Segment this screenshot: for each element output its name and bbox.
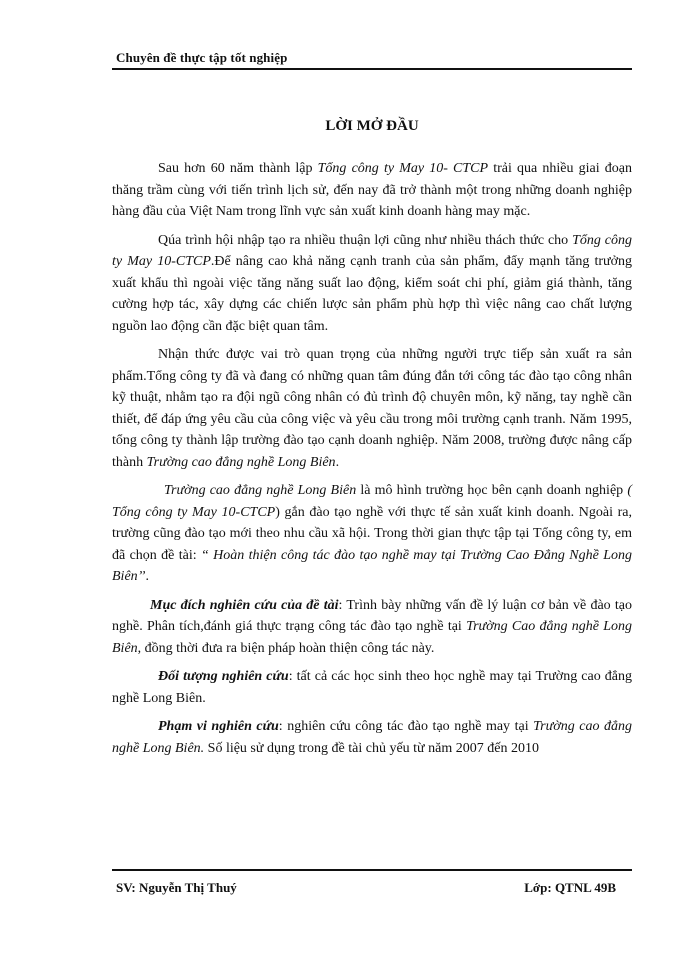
p7-label: Phạm vi nghiên cứu [158, 719, 279, 734]
p7-text-c: Số liệu sử dụng trong đề tài chủ yếu từ năm 2007 đến 2010 [204, 740, 539, 756]
p6-label: Đối tượng nghiên cứu [158, 669, 289, 684]
footer-rule [112, 869, 632, 871]
p1-company-name: Tổng công ty May 10- CTCP [317, 161, 489, 176]
p2-company-name: Tổng công ty May 10-CTCP [112, 232, 632, 269]
p4-text-d: ) gắn đào tạo nghề với thực tế sản xuất kinh doanh. Ngoài ra, trường cũng đào tạo mới theo nhu cầu xã hội. Trong thời gian thực tập tại Tổng công ty, em đã chọn đề tài: [112, 504, 632, 563]
p3-text-c: . [335, 454, 340, 470]
paragraph-subject [112, 666, 632, 709]
p4-text-f: . [145, 569, 149, 584]
paragraph-scope [112, 716, 632, 759]
paragraph-school [112, 480, 632, 588]
p2-text-a: Qúa trình hội nhập tạo ra nhiều thuận lợi cũng như nhiều thách thức cho [158, 232, 573, 248]
p7-text-a: : nghiên cứu công tác đào tạo nghề may tại [278, 719, 534, 734]
p4-school-name: Trường cao đẳng nghề Long Biên [164, 483, 357, 498]
p5-text-c: , đồng thời đưa ra biện pháp hoàn thiện công tác này. [137, 640, 435, 656]
footer-student: SV: Nguyễn Thị Thuý [116, 880, 237, 895]
p1-text-c: trải qua nhiều giai đoạn thăng trầm cùng với tiến trình lịch sử, đến nay đã trở thành một trong những doanh nghiệp hàng đầu của Việt Nam trong lĩnh vực sản xuất kinh doanh hàng may mặc. [112, 161, 633, 219]
p4-thesis-topic: “ Hoàn thiện công tác đào tạo nghề may tại Trường Cao Đẳng Nghề Long Biên’’ [112, 547, 632, 584]
header-rule [112, 68, 632, 70]
p2-text-c: .Để nâng cao khả năng cạnh tranh của sản phẩm, đẩy mạnh tăng trưởng xuất khẩu thì ngoài việc tăng năng suất lao động, kiểm soát chi phí, giảm giá thành, tăng cường hợp tác, xây dựng các chiến lược sản phẩm phù hợp thì việc nâng cao chất lượng nguồn lao động cần đặc biệt quan tâm. [112, 254, 633, 334]
p3-school-name: Trường cao đẳng nghề Long Biên [146, 454, 336, 470]
p3-text-a: Nhận thức được vai trò quan trọng của những người trực tiếp sản xuất ra sản phẩm.Tổng công ty đã và đang có những quan tâm đúng đắn tới công tác đào tạo công nhân kỹ thuật, nhằm tạo ra đội ngũ công nhân có đủ trình độ chuyên môn, kỹ năng, tay nghề cần thiết, để đáp ứng yêu cầu của công việc và yêu cầu trong môi trường cạnh tranh. Năm 1995, tổng công ty thành lập trường đào tạo cạnh doanh nghiệp. Năm 2008, trường được nâng cấp thành [112, 347, 632, 470]
p4-company-name: ( Tổng công ty May 10-CTCP [112, 483, 632, 520]
paragraph-awareness [112, 344, 632, 473]
paragraph-purpose [112, 595, 632, 660]
p5-school-name: Trường Cao đẳng nghề Long Biên [112, 619, 632, 656]
paragraph-intro [112, 158, 632, 223]
p5-text-a: : Trình bày những vấn đề lý luận cơ bản về đào tạo nghề. Phân tích,đánh giá thực trạng công tác đào tạo nghề tại [112, 597, 632, 634]
p6-text-a: : tất cả các học sinh theo học nghề may tại Trường cao đẳng nghề Long Biên. [112, 669, 632, 706]
body-text [112, 158, 632, 766]
paragraph-integration [112, 230, 632, 338]
p5-label: Mục đích nghiên cứu của đề tài [150, 597, 339, 613]
p1-text-a: Sau hơn 60 năm thành lập [158, 161, 318, 176]
footer-class: Lớp: QTNL 49B [524, 880, 616, 895]
document-title: LỜI MỞ ĐẦU [325, 118, 419, 134]
p4-text-b: là mô hình trường học bên cạnh doanh nghiệp [356, 483, 628, 498]
header-title: Chuyên đề thực tập tốt nghiệp [116, 50, 288, 65]
p7-school-name: Trường cao đẳng nghề Long Biên. [112, 719, 632, 756]
